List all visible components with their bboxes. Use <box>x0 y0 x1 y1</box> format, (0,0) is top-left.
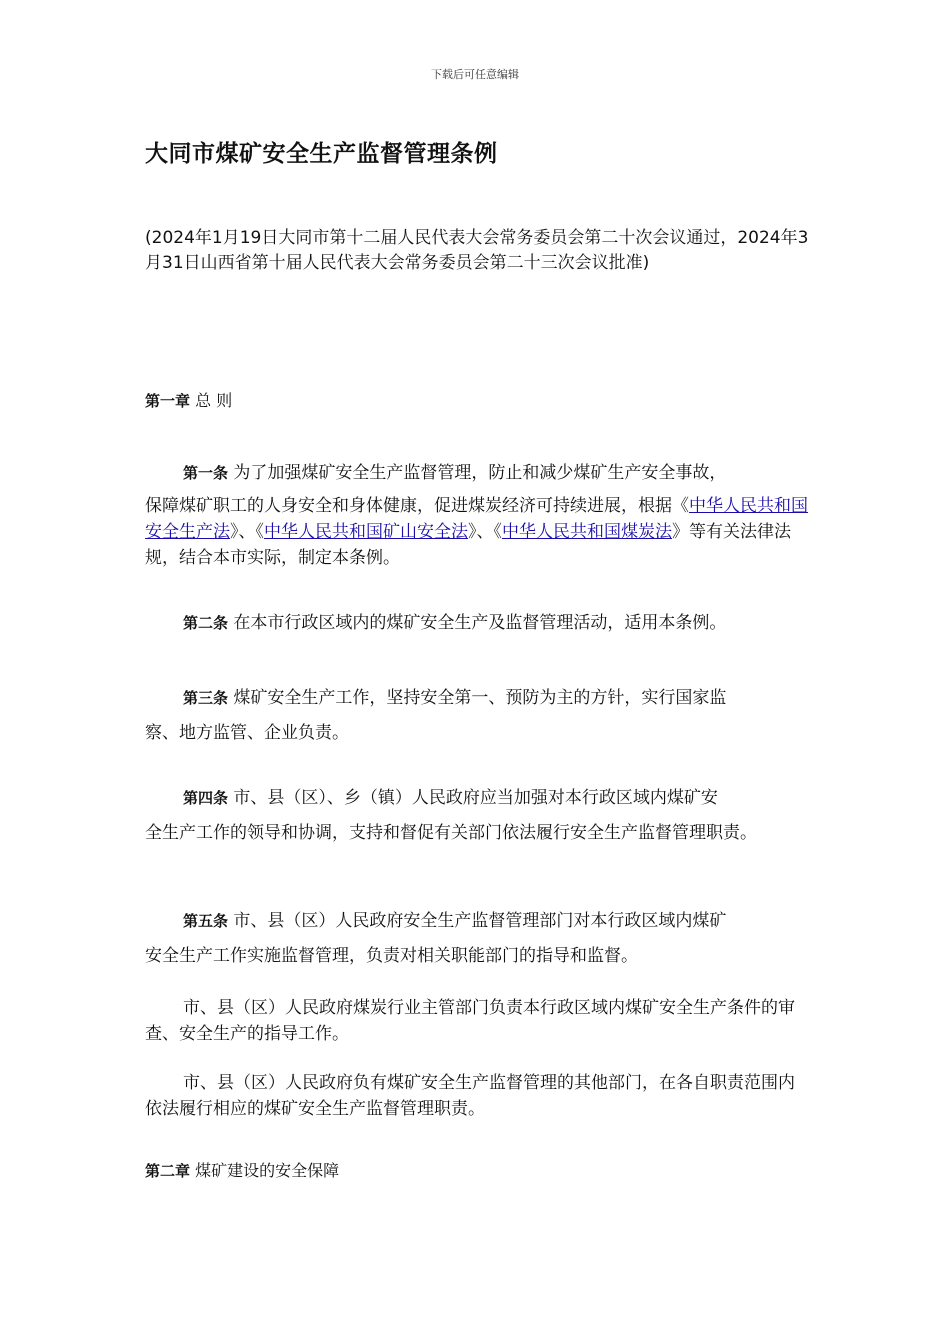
article-1-text-b: 》、《 <box>230 522 264 542</box>
header-note: 下载后可任意编辑 <box>431 68 519 81</box>
chapter-1-heading <box>145 388 232 411</box>
chapter-2-number: 第二章 <box>145 1162 191 1180</box>
article-1 <box>145 455 809 571</box>
article-1-label: 第一条 <box>183 464 229 482</box>
article-4-label: 第四条 <box>183 789 229 807</box>
article-1-text-c: 》、《 <box>468 522 502 542</box>
chapter-1-number: 第一章 <box>145 392 191 410</box>
chapter-2-name: 煤矿建设的安全保障 <box>195 1161 340 1180</box>
article-5-line1: 市、县（区）人民政府安全生产监督管理部门对本行政区域内煤矿 <box>233 911 727 931</box>
article-4 <box>145 780 809 846</box>
article-2-text: 在本市行政区域内的煤矿安全生产及监督管理活动，适用本条例。 <box>233 613 727 633</box>
chapter-1-name: 总 则 <box>195 391 233 410</box>
article-3-rest: 察、地方监管、企业负责。 <box>145 723 349 743</box>
article-1-line1: 为了加强煤矿安全生产监督管理，防止和减少煤矿生产安全事故， <box>233 463 727 483</box>
preamble: (2024年1月19日大同市第十二届人民代表大会常务委员会第二十次会议通过，2024年3月31日山西省第十届人民代表大会常务委员会第二十三次会议批准) <box>145 228 809 273</box>
article-3-label: 第三条 <box>183 689 229 707</box>
article-5-label: 第五条 <box>183 912 229 930</box>
article-5-para-3-text: 市、县（区）人民政府负有煤矿安全生产监督管理的其他部门，在各自职责范围内依法履行相应的煤矿安全生产监督管理职责。 <box>145 1073 795 1119</box>
article-5 <box>145 903 809 969</box>
article-5-para-2-text: 市、县（区）人民政府煤炭行业主管部门负责本行政区域内煤矿安全生产条件的审查、安全生产的指导工作。 <box>145 998 795 1044</box>
article-1-text-d: 》等有关法律法规，结合本市实际，制定本条例。 <box>145 522 791 568</box>
article-1-text-a: 保障煤矿职工的人身安全和身体健康，促进煤炭经济可持续进展，根据《 <box>145 496 689 516</box>
article-3-line1: 煤矿安全生产工作，坚持安全第一、预防为主的方针，实行国家监 <box>233 688 727 708</box>
article-5-para-2 <box>145 995 809 1047</box>
law-link-coal[interactable]: 中华人民共和国煤炭法 <box>502 522 672 542</box>
article-4-rest: 全生产工作的领导和协调，支持和督促有关部门依法履行安全生产监督管理职责。 <box>145 823 757 843</box>
article-5-rest: 安全生产工作实施监督管理，负责对相关职能部门的指导和监督。 <box>145 946 638 966</box>
article-3 <box>145 680 809 746</box>
law-link-safety-production[interactable]: 中华人民共和国安全生产法 <box>145 496 808 542</box>
article-4-line1: 市、县（区）、乡（镇）人民政府应当加强对本行政区域内煤矿安 <box>233 788 718 808</box>
article-2-label: 第二条 <box>183 614 229 632</box>
article-5-para-3 <box>145 1070 809 1122</box>
article-2 <box>145 610 809 636</box>
chapter-2-heading <box>145 1158 339 1181</box>
document-title: 大同市煤矿安全生产监督管理条例 <box>145 141 498 167</box>
law-link-mine-safety[interactable]: 中华人民共和国矿山安全法 <box>264 522 468 542</box>
